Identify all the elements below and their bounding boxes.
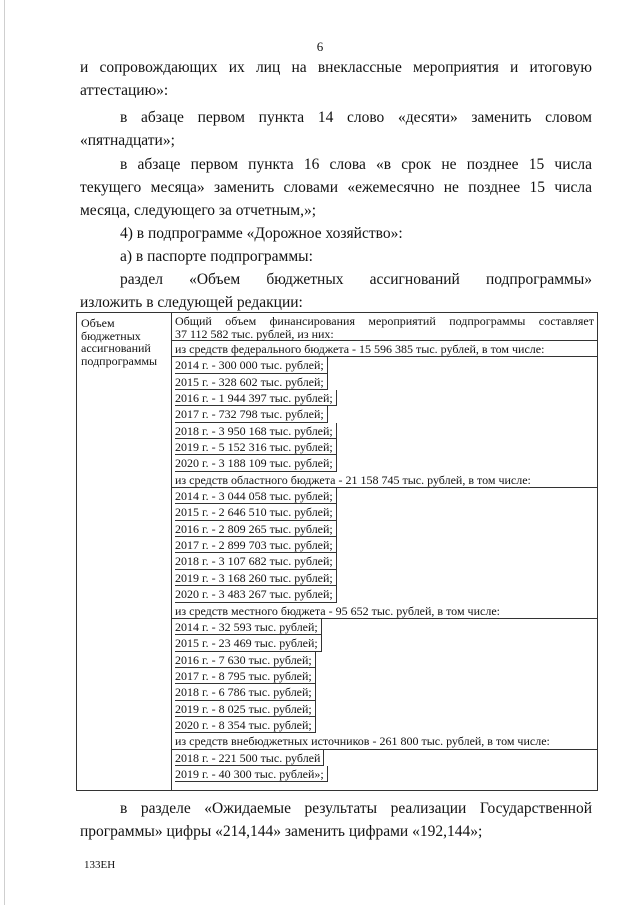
paragraph-line: в абзаце первом пункта 16 слова «в срок не позднее 15 числа (120, 156, 592, 173)
table-row (172, 717, 597, 733)
table-row (172, 586, 597, 602)
table-row-text: 2016 г. - 7 630 тыс. рублей; (175, 652, 316, 668)
table-values-cell (172, 313, 597, 782)
table-row-text: 2019 г. - 40 300 тыс. рублей»; (175, 766, 328, 782)
table-row (172, 472, 597, 488)
table-row (172, 537, 597, 553)
paragraph-line: аттестацию»: (80, 82, 169, 99)
table-row-text: 2014 г. - 300 000 тыс. рублей; (175, 357, 328, 373)
table-row (172, 766, 597, 782)
table-row-total (172, 313, 597, 341)
table-row-text: 2019 г. - 3 168 260 тыс. рублей; (175, 570, 337, 586)
paragraph-line: изложить в следующей редакции: (80, 294, 303, 311)
paragraph-line: 4) в подпрограмме «Дорожное хозяйство»: (120, 225, 403, 242)
table-label-cell (77, 313, 172, 790)
table-row-text: 2017 г. - 8 795 тыс. рублей; (175, 668, 316, 684)
table-row-text: из средств федерального бюджета - 15 596 385 тыс. рублей, в том числе: (175, 342, 545, 356)
table-row (172, 619, 597, 635)
table-row (172, 390, 597, 406)
table-row (172, 423, 597, 439)
paragraph-line: в абзаце первом пункта 14 слово «десяти» заменить словом (120, 109, 592, 126)
table-row (172, 439, 597, 455)
table-row (172, 750, 597, 766)
paragraph-line: раздел «Объем бюджетных ассигнований подпрограммы» (120, 271, 592, 288)
table-row (172, 374, 597, 390)
table-row-text: 2015 г. - 2 646 510 тыс. рублей; (175, 504, 337, 520)
paragraph-line: месяца, следующего за отчетным,»; (80, 202, 317, 219)
table-row-text: 2017 г. - 732 798 тыс. рублей; (175, 406, 328, 422)
table-row-text: 2015 г. - 23 469 тыс. рублей; (175, 635, 322, 651)
table-row-text: 2019 г. - 5 152 316 тыс. рублей; (175, 439, 337, 455)
paragraph-line: а) в паспорте подпрограммы: (120, 248, 313, 265)
paragraph-line: в разделе «Ожидаемые результаты реализации Государственной (120, 800, 592, 817)
table-row (172, 603, 597, 619)
table-row-text: 2018 г. - 3 950 168 тыс. рублей; (175, 423, 337, 439)
table-row (172, 668, 597, 684)
table-row (172, 652, 597, 668)
table-row (172, 357, 597, 373)
table-row-text: 2016 г. - 1 944 397 тыс. рублей; (175, 390, 337, 406)
table-row (172, 553, 597, 569)
table-row-text: 2020 г. - 3 188 109 тыс. рублей; (175, 455, 337, 471)
table-row-text: из средств областного бюджета - 21 158 745 тыс. рублей, в том числе: (175, 472, 531, 487)
table-row (172, 406, 597, 422)
paragraph-line: и сопровождающих их лиц на внеклассные мероприятия и итоговую (80, 59, 592, 76)
table-row-text: 2014 г. - 3 044 058 тыс. рублей; (175, 488, 337, 504)
table-row-text: 2016 г. - 2 809 265 тыс. рублей; (175, 521, 337, 537)
scan-edge (4, 0, 5, 905)
total-line-1: Общий объем финансирования мероприятий подпрограммы составляет (175, 314, 594, 328)
footer-code: 133ЕН (84, 859, 116, 871)
table-row (172, 341, 597, 357)
paragraph-line: «пятнадцати»; (80, 132, 175, 149)
table-row-text: 2015 г. - 328 602 тыс. рублей; (175, 374, 328, 390)
table-row-text: 2020 г. - 3 483 267 тыс. рублей; (175, 586, 337, 602)
table-row (172, 521, 597, 537)
table-row-text: 2017 г. - 2 899 703 тыс. рублей; (175, 537, 337, 553)
table-row-text: 2018 г. - 3 107 682 тыс. рублей; (175, 553, 337, 569)
budget-table (76, 312, 598, 791)
paragraph-line: текущего месяца» заменить словами «ежемесячно не позднее 15 числа (80, 179, 592, 196)
table-row-text: 2018 г. - 6 786 тыс. рублей; (175, 684, 316, 700)
table-row (172, 635, 597, 651)
table-row-text: из средств местного бюджета - 95 652 тыс. рублей, в том числе: (175, 603, 500, 618)
table-row (172, 455, 597, 471)
table-row (172, 701, 597, 717)
table-label: Объем бюджетных ассигнований подпрограммы (81, 316, 158, 368)
total-line-2: 37 112 582 тыс. рублей, из них: (175, 326, 334, 341)
table-row (172, 504, 597, 520)
table-row-text: 2018 г. - 221 500 тыс. рублей (175, 750, 324, 766)
table-row-text: 2014 г. - 32 593 тыс. рублей; (175, 619, 322, 635)
table-row (172, 684, 597, 700)
table-row (172, 733, 597, 749)
table-row (172, 488, 597, 504)
table-row-text: 2020 г. - 8 354 тыс. рублей; (175, 717, 316, 733)
table-row (172, 570, 597, 586)
table-row-text: 2019 г. - 8 025 тыс. рублей; (175, 701, 316, 717)
page-number: 6 (316, 39, 324, 54)
table-row-text: из средств внебюджетных источников - 261 800 тыс. рублей, в том числе: (175, 734, 550, 749)
paragraph-line: программы» цифры «214,144» заменить цифрами «192,144»; (80, 823, 483, 840)
